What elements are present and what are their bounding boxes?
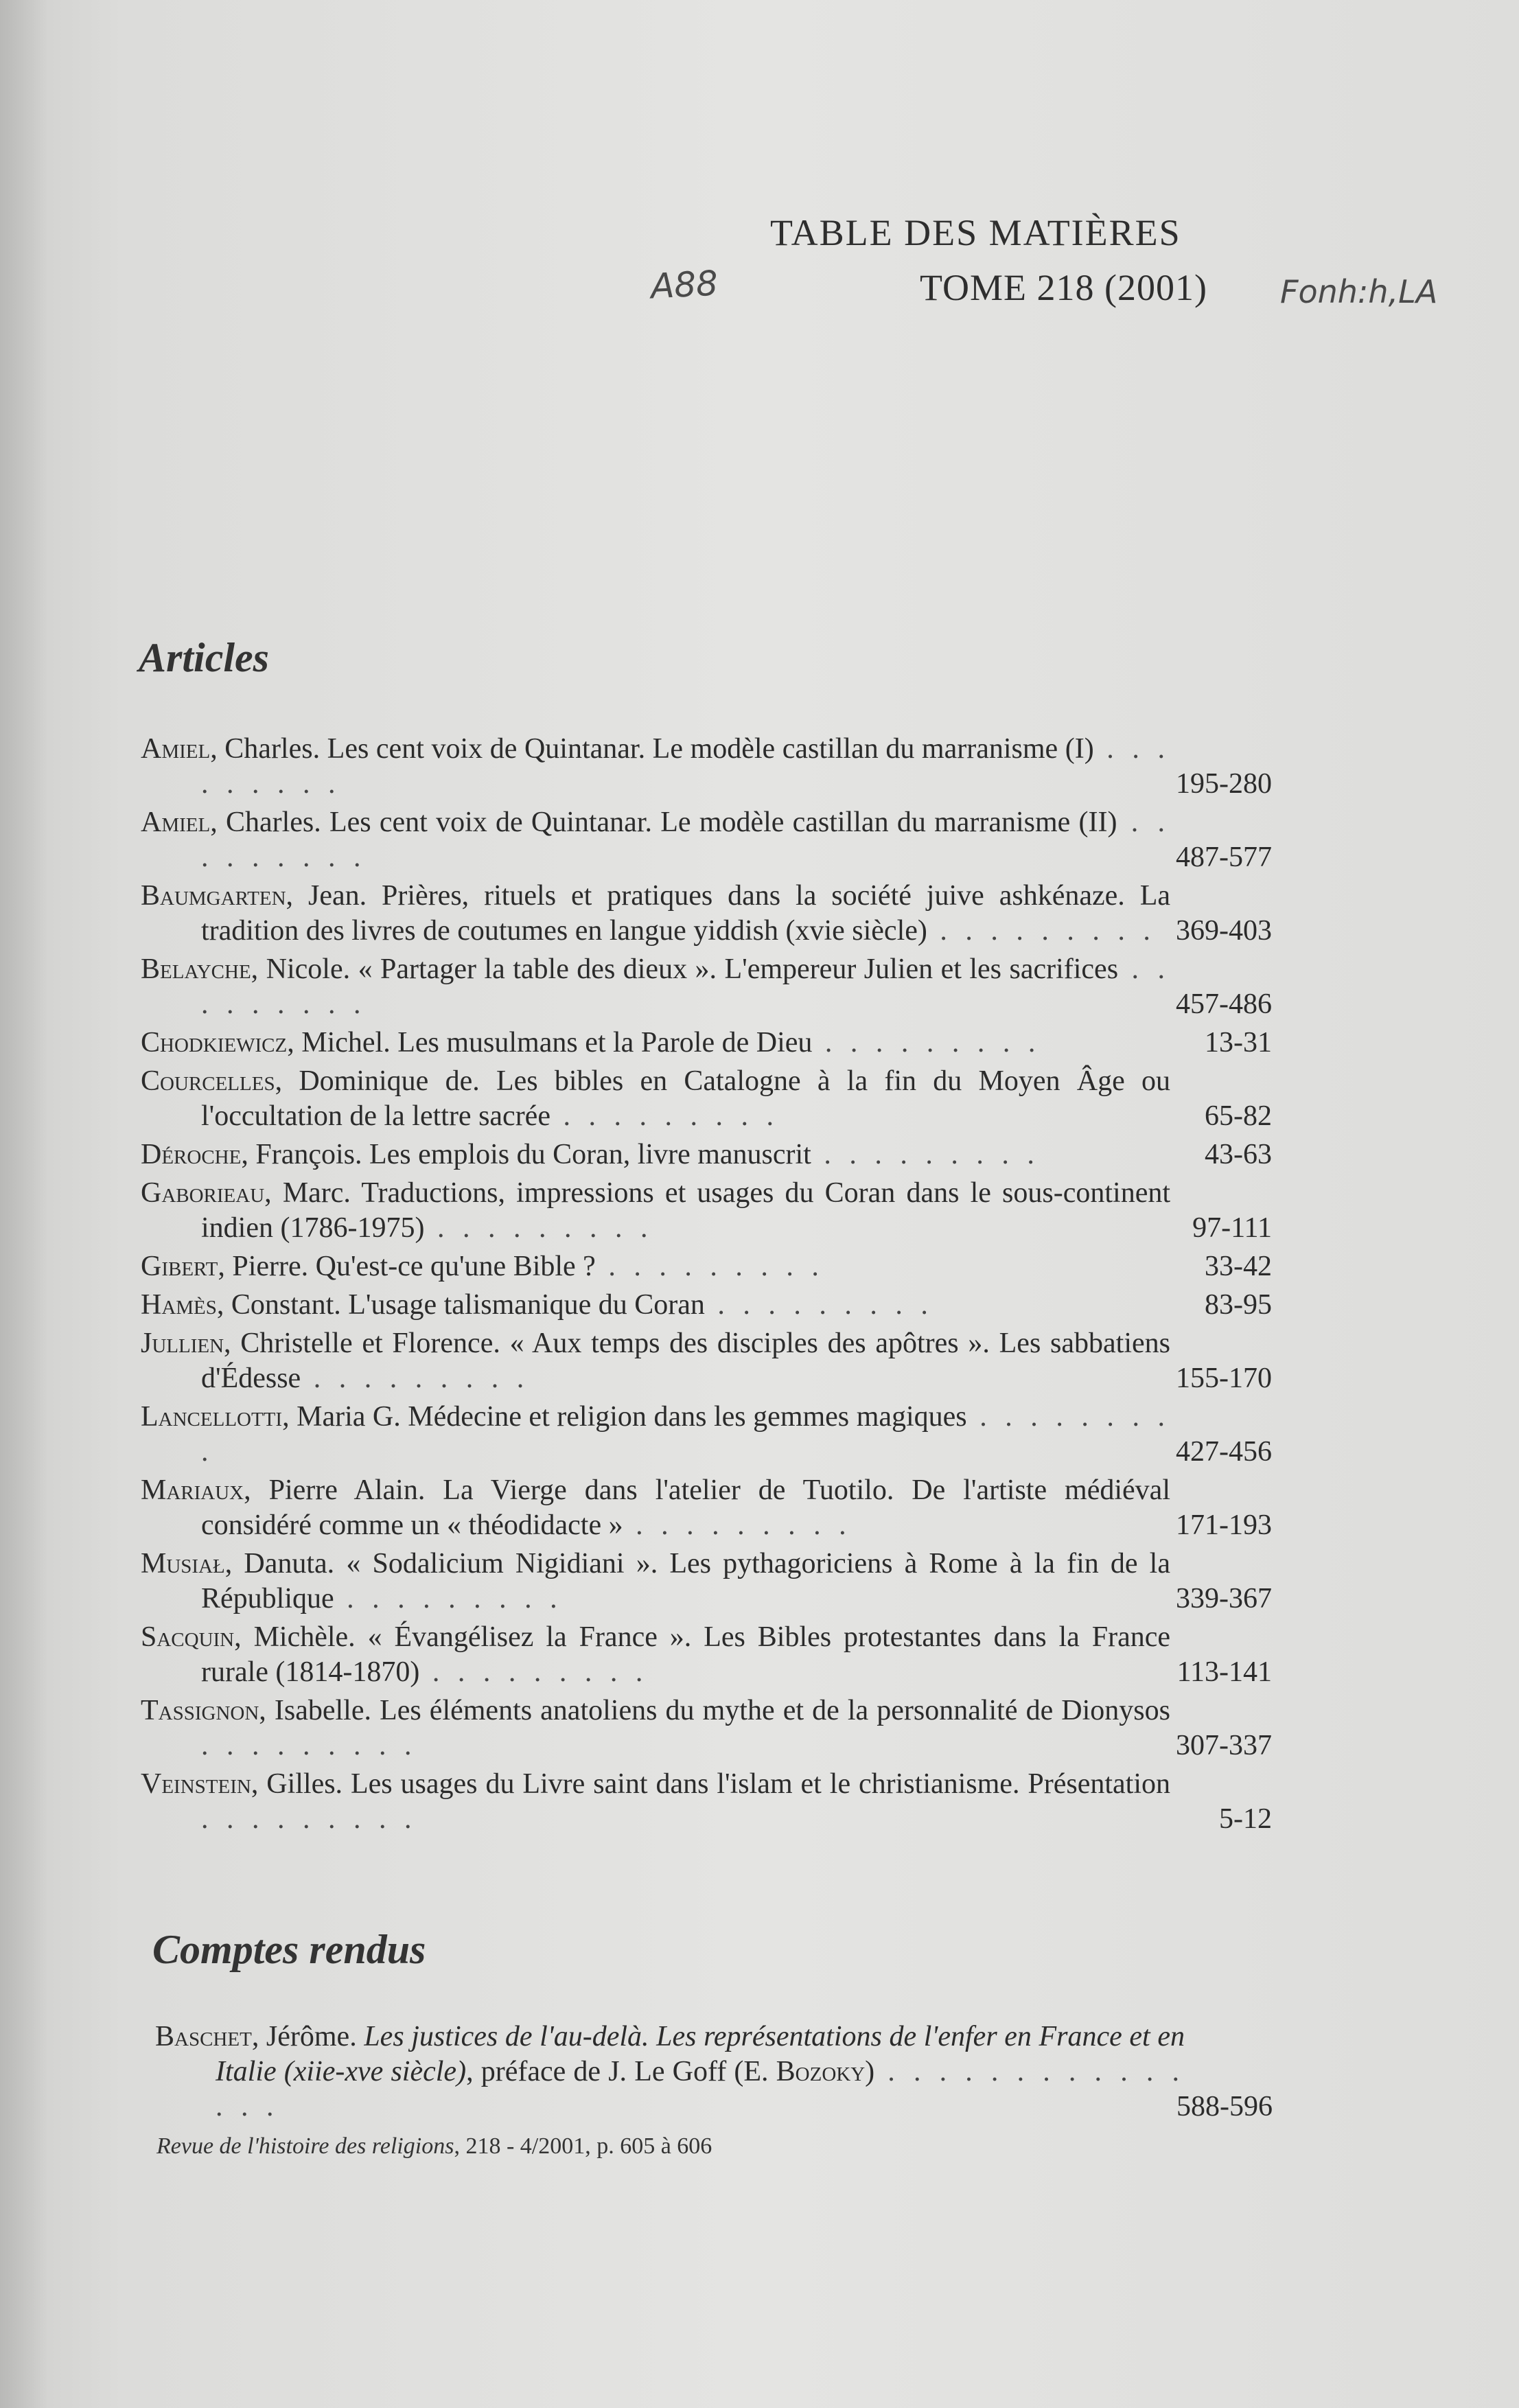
author-name: Gibert xyxy=(141,1251,218,1282)
article-title: , Michel. Les musulmans et la Parole de Dieu xyxy=(287,1027,813,1058)
article-entry xyxy=(141,1249,1272,1284)
page-range: 171-193 xyxy=(1176,1509,1272,1541)
page-range: 369-403 xyxy=(1176,915,1272,947)
comptes-heading: Comptes rendus xyxy=(152,1927,426,1972)
article-text xyxy=(141,1473,1170,1543)
article-text xyxy=(141,1137,1170,1172)
article-text xyxy=(141,732,1170,802)
article-title: , Dominique de. Les bibles en Catalogne à la fin du Moyen Âge ou l'occultation de la lettre sacrée xyxy=(201,1065,1170,1132)
article-text xyxy=(141,805,1170,875)
article-entry xyxy=(141,1693,1272,1763)
article-entry xyxy=(141,879,1272,949)
article-text xyxy=(141,1547,1170,1617)
page-range: 487-577 xyxy=(1176,842,1272,873)
reviewer-name: E. Bozoky xyxy=(743,2056,866,2087)
footer-issue: , 218 - 4/2001, p. 605 à 606 xyxy=(454,2133,712,2159)
handwritten-note-right: Fonh:h,LA xyxy=(1280,273,1438,310)
leader-dots: . . . . . . . . . xyxy=(424,1212,653,1244)
article-title: , Danuta. « Sodalicium Nigidiani ». Les pythagoriciens à Rome à la fin de la République xyxy=(201,1548,1170,1614)
page-range: 155-170 xyxy=(1176,1363,1272,1394)
author-name: Sacquin xyxy=(141,1621,235,1653)
handwritten-note-left: A88 xyxy=(649,263,719,307)
article-entry xyxy=(141,732,1272,802)
article-text xyxy=(141,1249,1170,1284)
article-entry xyxy=(141,805,1272,875)
author-name: Mariaux xyxy=(141,1474,244,1506)
article-title: , Michèle. « Évangélisez la France ». Les Bibles protestantes dans la France rurale (1814-1870) xyxy=(201,1621,1170,1688)
article-entry xyxy=(141,1176,1272,1246)
page-range: 33-42 xyxy=(1205,1251,1272,1282)
article-text xyxy=(141,1326,1170,1396)
author-name: Amiel xyxy=(141,733,211,765)
leader-dots: . . . . . . . . . xyxy=(201,807,1171,873)
article-title: , Christelle et Florence. « Aux temps des disciples des apôtres ». Les sabbatiens d'Édesse xyxy=(201,1328,1170,1394)
leader-dots: . . . . . . . . . xyxy=(704,1289,934,1321)
article-entry xyxy=(141,1026,1272,1061)
page-title: TABLE DES MATIÈRES xyxy=(770,212,1181,253)
page-range: 5-12 xyxy=(1219,1803,1272,1835)
page-range: 83-95 xyxy=(1205,1289,1272,1321)
leader-dots: . . . . . . . . . xyxy=(927,915,1156,947)
page-range: 307-337 xyxy=(1176,1730,1272,1761)
page-range: 13-31 xyxy=(1205,1027,1272,1058)
leader-dots: . . . . . . . . . xyxy=(201,1803,417,1835)
author-name: Baumgarten xyxy=(141,880,286,912)
author-name: Gaborieau xyxy=(141,1177,265,1209)
article-title: , Charles. Les cent voix de Quintanar. Le modèle castillan du marranisme (I) xyxy=(210,733,1094,765)
articles-list xyxy=(141,732,1272,1840)
leader-dots: . . . . . . . . . xyxy=(201,733,1170,800)
review-text xyxy=(155,2019,1185,2125)
author-name: Déroche xyxy=(141,1139,242,1170)
author-name: Hamès xyxy=(141,1289,217,1321)
article-text xyxy=(141,1064,1170,1134)
article-entry xyxy=(141,1064,1272,1134)
leader-dots: . . . . . . . . . xyxy=(201,953,1170,1020)
review-text-part: , préface de J. Le Goff ( xyxy=(466,2056,744,2087)
volume-label: TOME 218 (2001) xyxy=(920,267,1207,308)
article-entry xyxy=(141,1137,1272,1172)
leader-dots: . . . . . . . . . xyxy=(201,1730,417,1761)
page-range: 97-111 xyxy=(1192,1212,1272,1244)
author-name: Courcelles xyxy=(141,1065,275,1097)
article-title: , Gilles. Les usages du Livre saint dans l'islam et le christianisme. Présentation xyxy=(251,1768,1170,1800)
article-text xyxy=(141,952,1170,1022)
page-range: 65-82 xyxy=(1205,1100,1272,1132)
article-text xyxy=(141,1767,1170,1837)
leader-dots: . . . . . . . . . xyxy=(201,1401,1170,1468)
article-text xyxy=(141,1026,1170,1061)
author-name: Chodkiewicz xyxy=(141,1027,288,1058)
article-entry xyxy=(141,1288,1272,1323)
article-title: , Isabelle. Les éléments anatoliens du mythe et de la personnalité de Dionysos xyxy=(259,1695,1170,1726)
article-entry xyxy=(141,1326,1272,1396)
article-title: , Maria G. Médecine et religion dans les gemmes magiques xyxy=(282,1401,967,1433)
article-text xyxy=(141,1693,1170,1763)
leader-dots: . . . . . . . . . xyxy=(623,1509,852,1541)
review-text-part: ) xyxy=(865,2056,875,2087)
review-text-part: , Jérôme. xyxy=(251,2021,364,2052)
article-entry xyxy=(141,1547,1272,1617)
leader-dots: . . . . . . . . . . . . . . . xyxy=(216,2056,1185,2122)
leader-dots: . . . . . . . . . xyxy=(301,1363,530,1394)
page-range: 113-141 xyxy=(1176,1656,1272,1688)
article-title: , Pierre. Qu'est-ce qu'une Bible ? xyxy=(218,1251,596,1282)
binding-shadow xyxy=(0,0,48,2408)
article-title: , Nicole. « Partager la table des dieux ». L'empereur Julien et les sacrifices xyxy=(251,953,1119,985)
article-text xyxy=(141,879,1170,949)
footer-citation xyxy=(156,2133,712,2160)
leader-dots: . . . . . . . . . xyxy=(595,1251,824,1282)
article-entry xyxy=(141,1473,1272,1543)
article-title: , François. Les emplois du Coran, livre manuscrit xyxy=(241,1139,811,1170)
article-title: , Marc. Traductions, impressions et usages du Coran dans le sous-continent indien (1786-1975) xyxy=(201,1177,1170,1244)
book-title: Les justices de l'au-delà. Les représentations de l'enfer en France et en Italie (xiie-xve siècle) xyxy=(216,2021,1185,2087)
author-name: Baschet xyxy=(155,2021,252,2052)
footer-journal: Revue de l'histoire des religions xyxy=(156,2133,454,2159)
page-range: 195-280 xyxy=(1176,768,1272,800)
article-entry xyxy=(141,952,1272,1022)
author-name: Musiał xyxy=(141,1548,225,1579)
author-name: Amiel xyxy=(141,807,211,838)
page-range: 43-63 xyxy=(1205,1139,1272,1170)
page-range: 427-456 xyxy=(1176,1436,1272,1468)
leader-dots: . . . . . . . . . xyxy=(334,1583,563,1614)
article-title: , Constant. L'usage talismanique du Coran xyxy=(216,1289,705,1321)
article-text xyxy=(141,1176,1170,1246)
leader-dots: . . . . . . . . . xyxy=(550,1100,779,1132)
comptes-list xyxy=(155,2019,1273,2128)
article-entry xyxy=(141,1767,1272,1837)
author-name: Tassignon xyxy=(141,1695,259,1726)
leader-dots: . . . . . . . . . xyxy=(419,1656,649,1688)
author-name: Veinstein xyxy=(141,1768,251,1800)
article-title: , Pierre Alain. La Vierge dans l'atelier de Tuotilo. De l'artiste médiéval considéré comme un « théodidacte » xyxy=(201,1474,1170,1541)
leader-dots: . . . . . . . . . xyxy=(811,1139,1040,1170)
page-range: 588-596 xyxy=(1176,2091,1273,2122)
article-title: , Charles. Les cent voix de Quintanar. Le modèle castillan du marranisme (II) xyxy=(210,807,1117,838)
page-range: 339-367 xyxy=(1176,1583,1272,1614)
leader-dots: . . . . . . . . . xyxy=(812,1027,1041,1058)
author-name: Jullien xyxy=(141,1328,224,1359)
article-text xyxy=(141,1400,1170,1470)
page-range: 457-486 xyxy=(1176,988,1272,1020)
article-entry xyxy=(141,1620,1272,1690)
articles-heading: Articles xyxy=(139,635,269,680)
article-entry xyxy=(141,1400,1272,1470)
article-text xyxy=(141,1620,1170,1690)
article-title: , Jean. Prières, rituels et pratiques dans la société juive ashkénaze. La tradition des livres de coutumes en langue yiddish (xvie siècle) xyxy=(201,880,1170,947)
review-entry xyxy=(155,2019,1273,2125)
article-text xyxy=(141,1288,1170,1323)
author-name: Belayche xyxy=(141,953,251,985)
author-name: Lancellotti xyxy=(141,1401,283,1433)
